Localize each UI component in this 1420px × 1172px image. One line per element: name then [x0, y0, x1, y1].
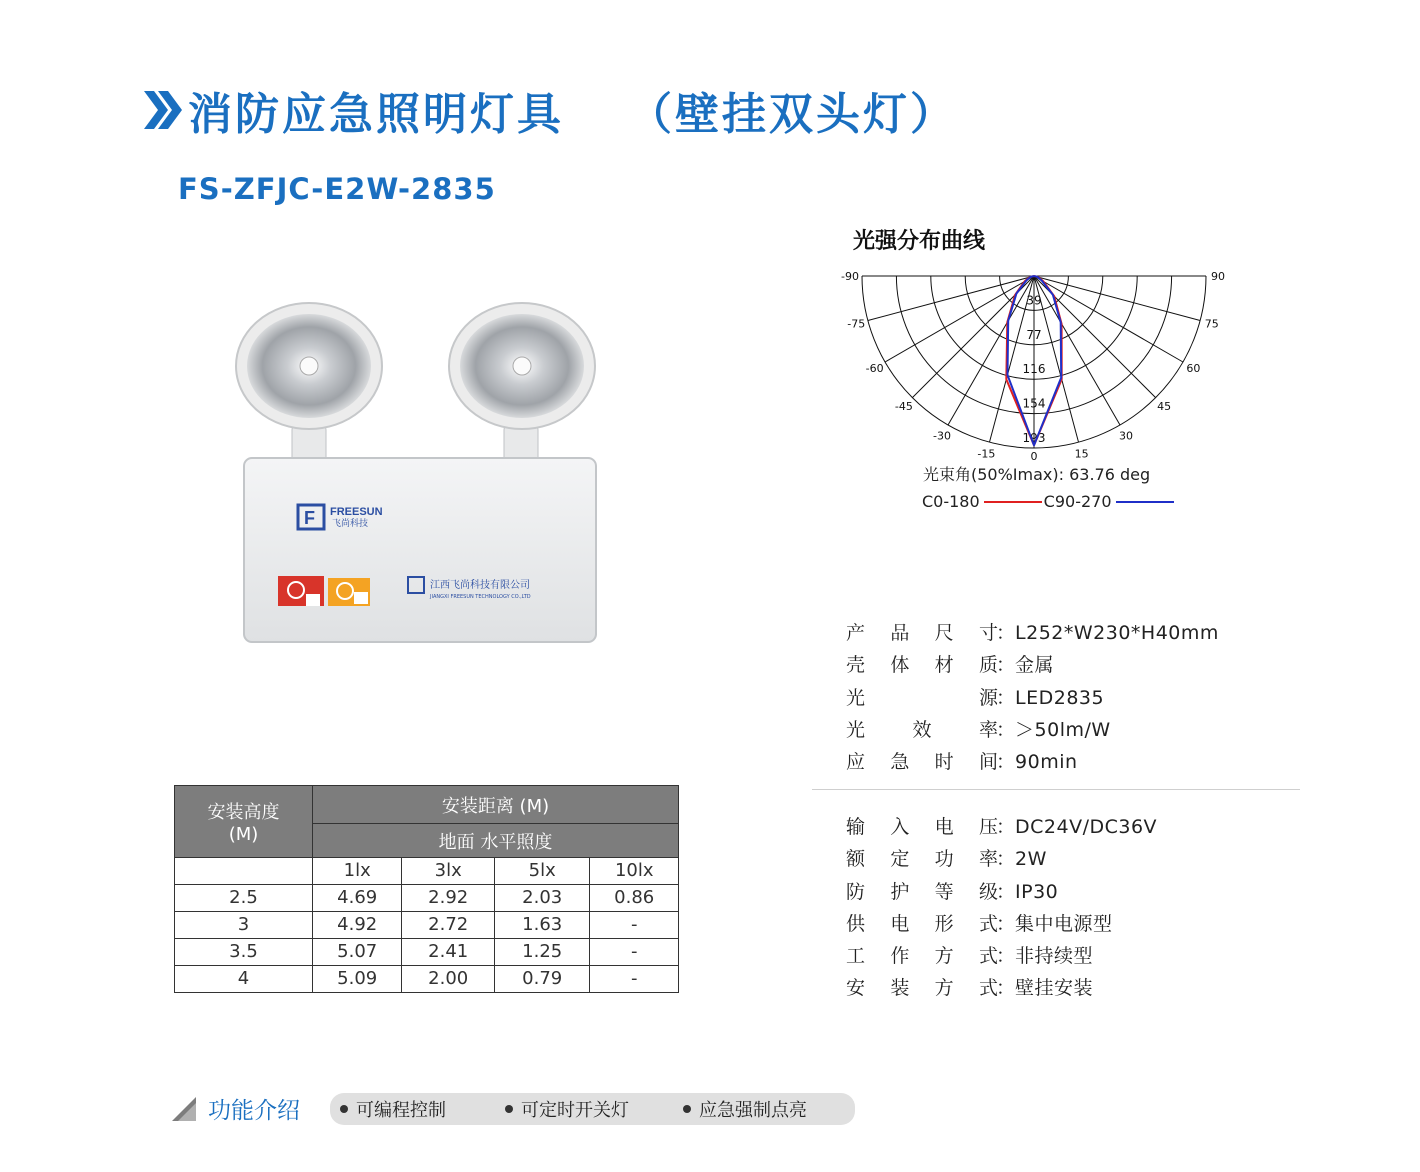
chart-title: 光强分布曲线: [853, 229, 986, 254]
table-row: [175, 939, 679, 966]
angle-label: 90: [1211, 270, 1225, 283]
table-cell: 2.00: [402, 966, 495, 993]
angle-label: -90: [841, 270, 859, 283]
features-pill: [330, 1093, 855, 1125]
table-cell: -: [590, 912, 679, 939]
brand-text: FREESUN: [330, 506, 383, 518]
table-cell: 2.92: [402, 885, 495, 912]
double-chevron-icon: [140, 85, 186, 135]
spec-label: 防 护 等 级: [846, 880, 998, 903]
table-cell: 0.79: [494, 966, 589, 993]
spec-row: 额 定 功 率 ： 2W: [846, 843, 1157, 875]
table-cell: 0.86: [590, 885, 679, 912]
spec-row: 光 效 率 ： ＞50lm/W: [846, 714, 1219, 746]
page-title: 消防应急照明灯具: [188, 89, 564, 140]
lux-header: 5lx: [494, 858, 589, 885]
spec-label: 输 入 电 压: [846, 816, 998, 838]
table-cell: 2.03: [494, 885, 589, 912]
table-cell: 2.5: [175, 885, 313, 912]
lux-header: 1lx: [312, 858, 402, 885]
spec-row: 供 电 形 式 ： 集中电源型: [846, 908, 1157, 940]
bullet-icon: [683, 1105, 691, 1113]
polar-chart: [840, 258, 1225, 463]
table-row: [175, 885, 679, 912]
spec-row: 安 装 方 式 ： 壁挂安装: [846, 972, 1157, 1004]
angle-label: -75: [847, 317, 866, 331]
table-cell: 3.5: [175, 939, 313, 966]
ring-label: 77: [1026, 327, 1042, 342]
table-cell: 5.07: [312, 939, 402, 966]
polar-spoke: [1034, 276, 1183, 362]
height-header: 安装高度 (M): [175, 786, 313, 858]
angle-label: 30: [1119, 429, 1133, 443]
ring-label: 193: [1022, 431, 1046, 445]
spec-label: 光 效 率: [846, 718, 998, 741]
table-cell: 2.41: [402, 939, 495, 966]
table-cell: 4: [175, 966, 313, 993]
spec-divider: [812, 789, 1300, 790]
table-row: [175, 966, 679, 993]
polar-spoke: [885, 276, 1034, 362]
spec-row: 产 品 尺 寸 ： L252*W230*H40mm: [846, 617, 1219, 649]
spec-label: 额 定 功 率: [846, 848, 998, 871]
feature-item: 可编程控制: [340, 1096, 505, 1122]
spec-value: LED2835: [1015, 686, 1105, 709]
specs-group-1: [846, 617, 1219, 778]
spec-value: 壁挂安装: [1015, 977, 1094, 1000]
spec-row: 输 入 电 压 ： DC24V/DC36V: [846, 811, 1157, 843]
angle-label: -30: [933, 429, 951, 443]
ring-label: 154: [1022, 396, 1046, 411]
spec-row: 应 急 时 间 ： 90min: [846, 746, 1219, 778]
polar-spoke: [948, 276, 1034, 425]
angle-label: 45: [1157, 400, 1172, 414]
angle-label: 75: [1204, 317, 1219, 331]
table-cell: 3: [175, 912, 313, 939]
spec-label: 应 急 时 间: [846, 751, 998, 774]
spec-label: 壳 体 材 质: [846, 654, 998, 677]
spec-label: 安 装 方 式: [846, 977, 998, 1000]
chart-legend: [922, 492, 1176, 511]
table-cell: -: [590, 966, 679, 993]
table-cell: 4.92: [312, 912, 402, 939]
beam-angle: 光束角(50%Imax): 63.76 deg: [923, 465, 1151, 484]
legend-c90-label: C90-270: [1043, 492, 1112, 511]
spec-value: 非持续型: [1015, 945, 1094, 968]
empty-cell: [175, 858, 313, 885]
spec-label: 供 电 形 式: [846, 912, 998, 935]
angle-label: -60: [865, 362, 884, 375]
company-en-text: JIANGXI FREESUN TECHNOLOGY CO.,LTD: [430, 594, 531, 600]
brand-cn-text: 飞尚科技: [332, 519, 369, 529]
spec-row: 工 作 方 式 ： 非持续型: [846, 940, 1157, 972]
lux-header: 3lx: [402, 858, 495, 885]
spec-value: 金属: [1015, 654, 1055, 677]
spec-label: 工 作 方 式: [846, 945, 998, 968]
table-cell: 1.63: [494, 912, 589, 939]
spec-row: 防 护 等 级 ： IP30: [846, 876, 1157, 908]
angle-label: 0: [1030, 450, 1038, 463]
table-cell: -: [590, 939, 679, 966]
spec-value: 集中电源型: [1015, 912, 1113, 935]
illum-header: 地面 水平照度: [312, 824, 678, 858]
spec-row: 壳 体 材 质 ： 金属: [846, 649, 1219, 681]
table-cell: 1.25: [494, 939, 589, 966]
spec-value: L252*W230*H40mm: [1015, 622, 1219, 644]
ring-label: 116: [1022, 362, 1046, 377]
feature-item: 应急强制点亮: [683, 1096, 807, 1122]
spec-value: ＞50lm/W: [1015, 718, 1111, 741]
spec-value: IP30: [1015, 880, 1059, 903]
page-subtitle: （壁挂双头灯）: [628, 89, 957, 140]
table-cell: 5.09: [312, 966, 402, 993]
features-title: 功能介绍: [208, 1098, 300, 1124]
polar-spoke: [1034, 276, 1120, 425]
legend-c0-label: C0-180: [922, 492, 980, 511]
spec-value: 90min: [1015, 751, 1078, 774]
specs-group-2: [846, 811, 1157, 1005]
angle-label: -45: [894, 400, 913, 414]
svg-text:F: F: [304, 508, 315, 528]
legend-c0-swatch: [984, 501, 1042, 503]
table-cell: 2.72: [402, 912, 495, 939]
triangle-icon: [172, 1097, 196, 1121]
bullet-icon: [340, 1105, 348, 1113]
table-cell: 4.69: [312, 885, 402, 912]
spec-row: 光 源 ： LED2835: [846, 682, 1219, 714]
angle-label: 60: [1186, 362, 1201, 375]
model-number: FS-ZFJC-E2W-2835: [178, 172, 496, 206]
spec-label: 光 源: [846, 686, 998, 709]
installation-distance-table: [174, 785, 679, 993]
angle-label: -15: [977, 447, 996, 461]
product-image: [232, 312, 602, 652]
bullet-icon: [505, 1105, 513, 1113]
legend-c90-swatch: [1116, 501, 1174, 503]
spec-label: 产 品 尺 寸: [846, 622, 998, 644]
company-text: 江西飞尚科技有限公司: [430, 580, 530, 591]
angle-label: 15: [1074, 447, 1089, 461]
table-row: [175, 912, 679, 939]
lux-header: 10lx: [590, 858, 679, 885]
feature-item: 可定时开关灯: [505, 1096, 683, 1122]
spec-value: 2W: [1015, 848, 1047, 871]
ring-label: 39: [1026, 293, 1042, 308]
distance-header: 安装距离 (M): [312, 786, 678, 824]
page-header: [140, 78, 957, 142]
features-bar: [172, 1092, 855, 1125]
spec-value: DC24V/DC36V: [1015, 816, 1158, 838]
